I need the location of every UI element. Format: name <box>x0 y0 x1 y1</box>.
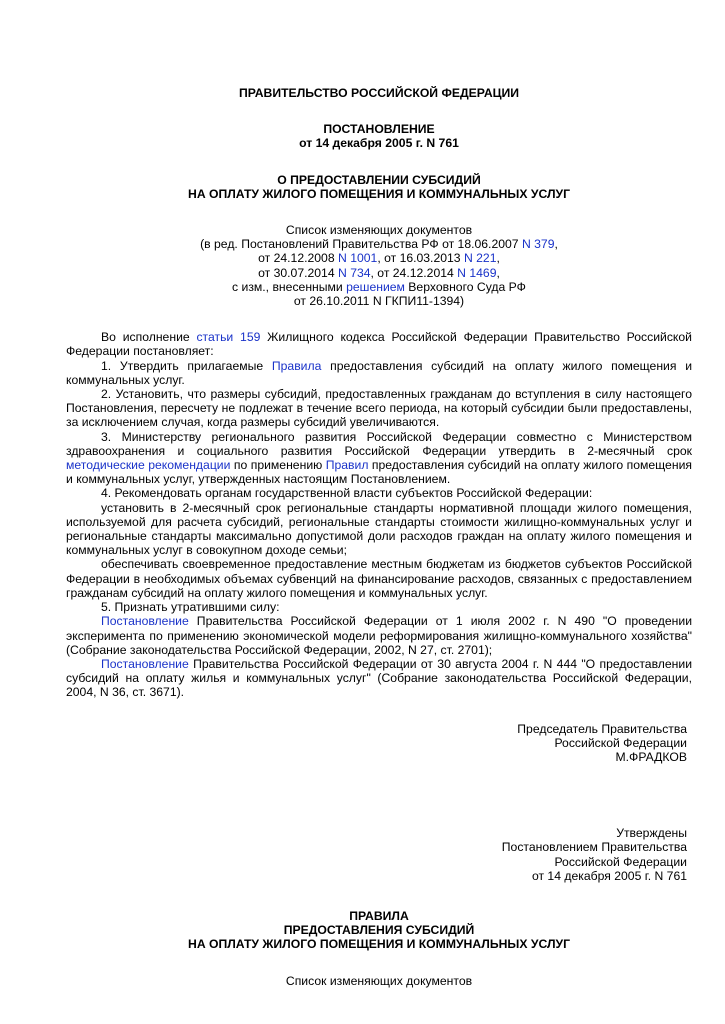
paragraph-text: по применению <box>230 458 326 473</box>
resolution-header <box>66 122 692 150</box>
approval-line-4: от 14 декабря 2005 г. N 761 <box>531 868 687 883</box>
changes-text: , <box>554 237 558 252</box>
changes-list <box>66 223 692 308</box>
paragraph-text: Во исполнение <box>101 330 197 345</box>
rules-title-line-1: ПРАВИЛА <box>349 908 409 923</box>
paragraph-2: 2. Установить, что размеры субсидий, предоставленных гражданам до вступления в силу настоящего Постановления, пересчету не подлежат в течение всего периода, на который субсидии были предоставлены, за исключением случая, когда размеры субсидий увеличиваются. <box>66 387 692 430</box>
document-title <box>66 173 692 201</box>
paragraph-4b: обеспечивать своевременное предоставление местным бюджетам из бюджетов субъектов Российской Федерации в необходимых объемах субвенций на финансирование расходов, связанных с предоставлением гражданам субсидий на оплату жилого помещения и коммунальных услуг. <box>66 557 692 600</box>
paragraph-4a: установить в 2-месячный срок региональные стандарты нормативной площади жилого помещения, используемой для расчета субсидий, региональные стандарты стоимости жилищно-коммунальных услуг и региональные стандарты максимально допустимой доли расходов граждан на оплату жилого помещения и коммунальных услуг в совокупном доходе семьи; <box>66 500 692 558</box>
signature-line-2: Российской Федерации <box>554 735 687 750</box>
doc-type: ПОСТАНОВЛЕНИЕ <box>323 122 435 137</box>
paragraph-5: 5. Признать утратившими силу: <box>101 600 280 615</box>
changes-line-3 <box>66 266 692 280</box>
resolution-body <box>66 330 692 699</box>
government-header: ПРАВИТЕЛЬСТВО РОССИЙСКОЙ ФЕДЕРАЦИИ <box>238 86 520 100</box>
approval-line-3: Российской Федерации <box>554 854 687 869</box>
changes-label: Список изменяющих документов <box>285 223 473 238</box>
signature-line-3: М.ФРАДКОВ <box>615 749 687 764</box>
paragraph-text: Правительства Российской Федерации от 1 июля 2002 г. N 490 "О проведении эксперимента по применению экономической модели реформирования жилищно-коммунального хозяйства" (Собрание законодательства Российской Федерации, 2002, N 27, ст. 2701); <box>66 614 692 657</box>
doc-date: от 14 декабря 2005 г. N 761 <box>299 136 459 151</box>
changes-text: от 30.07.2014 <box>258 265 338 280</box>
amendment-link-1001[interactable]: N 1001 <box>338 251 378 266</box>
approval-line-2: Постановлением Правительства <box>501 840 687 855</box>
amendment-link-734[interactable]: N 734 <box>338 265 371 280</box>
paragraph-text: 1. Утвердить прилагаемые <box>101 358 272 373</box>
changes-text: от 24.12.2008 <box>258 251 338 266</box>
amendment-link-379[interactable]: N 379 <box>521 237 555 252</box>
paragraph-text: 3. Министерству регионального развития Российской Федерации совместно с Министерством здравоохранения и социального развития Российской Федерации утвердить в 2-месячный срок <box>66 429 692 458</box>
resolution-444-link[interactable]: Постановление <box>101 656 189 671</box>
approval-block <box>66 826 692 883</box>
resolution-490-link[interactable]: Постановление <box>101 614 189 629</box>
rules-title <box>66 909 692 952</box>
court-decision-link[interactable]: решением <box>346 279 405 294</box>
changes-text: , от 16.03.2013 <box>377 251 464 266</box>
methodical-recommendations-link[interactable]: методические рекомендации <box>66 458 231 473</box>
approval-line-1: Утверждены <box>616 826 687 841</box>
paragraph-5b <box>66 657 692 700</box>
rules-title-line-2: ПРЕДОСТАВЛЕНИЯ СУБСИДИЙ <box>283 923 475 938</box>
paragraph-4: 4. Рекомендовать органам государственной власти субъектов Российской Федерации: <box>101 486 593 501</box>
paragraph-1 <box>66 359 692 387</box>
changes-text: , <box>496 265 500 280</box>
title-line-2: НА ОПЛАТУ ЖИЛОГО ПОМЕЩЕНИЯ И КОММУНАЛЬНЫХ УСЛУГ <box>188 186 570 201</box>
rules-changes-label: Список изменяющих документов <box>285 973 473 988</box>
paragraph-text: Правительства Российской Федерации от 30 августа 2004 г. N 444 "О предоставлении субсидий на оплату жилья и коммунальных услуг" (Собрание законодательства Российской Федерации, 2004, N 36, ст. 3671). <box>66 656 692 700</box>
changes-line-1 <box>66 237 692 251</box>
intro-paragraph <box>66 330 692 358</box>
amendment-link-1469[interactable]: N 1469 <box>457 265 497 280</box>
changes-text: , от 24.12.2014 <box>370 265 458 280</box>
changes-line-2 <box>66 251 692 265</box>
paragraph-text: Жилищного кодекса Российской Федерации Правительство Российской Федерации постановляет: <box>66 330 692 359</box>
article-159-link[interactable]: статьи 159 <box>196 330 261 345</box>
title-line-1: О ПРЕДОСТАВЛЕНИИ СУБСИДИЙ <box>277 172 481 187</box>
rules-title-line-3: НА ОПЛАТУ ЖИЛОГО ПОМЕЩЕНИЯ И КОММУНАЛЬНЫХ УСЛУГ <box>188 937 570 952</box>
changes-text: (в ред. Постановлений Правительства РФ от 18.06.2007 <box>200 237 522 252</box>
paragraph-text: предоставления субсидий на оплату жилого помещения и коммунальных услуг, утвержденных настоящим Постановлением. <box>66 458 692 487</box>
rules-link[interactable]: Правила <box>271 358 322 373</box>
changes-text: , <box>496 251 500 266</box>
rules-link-2[interactable]: Правил <box>325 458 369 473</box>
amendment-link-221[interactable]: N 221 <box>463 251 497 266</box>
paragraph-5a <box>66 614 692 657</box>
signature-block <box>66 722 692 765</box>
changes-text: с изм., внесенными <box>232 279 347 294</box>
changes-text: Верховного Суда РФ <box>404 279 526 294</box>
signature-line-1: Председатель Правительства <box>517 721 687 736</box>
paragraph-text: предоставления субсидий на оплату жилого помещения и коммунальных услуг. <box>66 358 692 387</box>
paragraph-3 <box>66 430 692 487</box>
changes-line-5: от 26.10.2011 N ГКПИ11-1394) <box>293 294 465 309</box>
changes-line-4 <box>66 280 692 294</box>
